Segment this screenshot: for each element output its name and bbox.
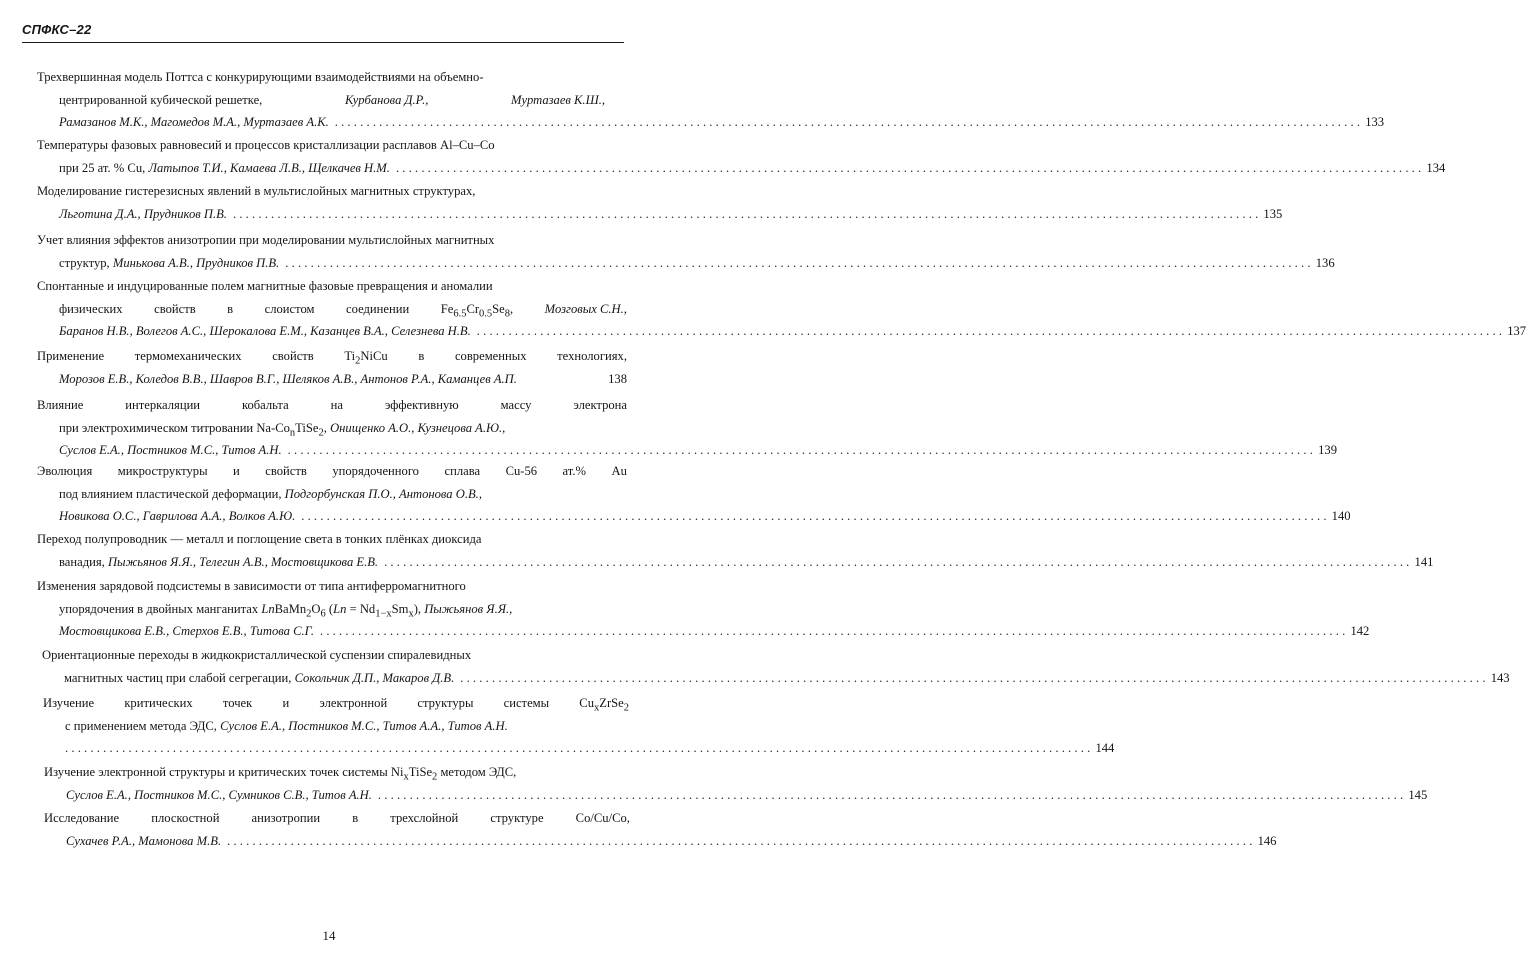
entry-title: современных [454,349,527,363]
entry-title: трехслойной [390,811,459,825]
entry-title: ванадия, [59,554,105,569]
entry-title: Применение [37,349,105,363]
entry-title: Изучение электронной структуры и критических точек системы [44,765,388,779]
formula [59,417,327,440]
entry-authors-line [42,667,1510,690]
entry-title: Ориентационные переходы в жидкокристаллической суспензии спиралевидных [42,648,472,662]
entry-title: термомеханических [134,349,242,363]
entry-title: соединении [346,301,410,316]
entry-title: упорядочения в двойных манганитах [59,601,259,616]
entry-page-number: 146 [1257,833,1277,848]
entry-page-number: 137 [1507,324,1526,338]
toc-entry [37,528,1434,573]
entry-authors: Муртазаев К.Ш., [511,92,605,107]
entry-title: массу [500,398,532,412]
entry-title-line [43,692,629,715]
entry-title: структуре [490,811,544,825]
entry-title-line [37,394,627,417]
formula [579,692,629,715]
entry-title: структур, [59,255,110,270]
journal-title: СПФКС–22 [22,22,92,37]
entry-authors: Мостовщикова Е.В., Стерхов Е.В., Титова С.Г. [59,624,314,638]
entry-page-number: 136 [1315,255,1335,270]
entry-authors: Онищенко А.О., Кузнецова А.Ю., [330,420,506,435]
entry-title-line [37,229,627,252]
dot-leader: .................................................................................................................................................................. [395,160,1425,175]
entry-authors-line [37,157,1446,180]
entry-authors-line [44,784,1428,807]
dot-leader: .................................................................................................................................................................. [460,670,1489,685]
formula-part: TiSe [295,420,319,435]
entry-page-number: 143 [1490,670,1510,685]
formula-subscript: 2 [318,427,324,439]
toc-entry [43,692,1115,760]
entry-title-line [37,598,627,621]
entry-title-line [37,417,627,440]
formula-subscript: x [403,771,409,783]
entry-authors: Подгорбунская П.О., Антонова О.В., [284,486,482,501]
toc-entry [37,345,627,390]
dot-leader: .................................................................................................................................................................. [301,509,1330,523]
entry-title: методом ЭДС, [440,765,517,779]
dot-leader: .................................................................................................................................................................. [65,741,1094,755]
entry-title: и [233,464,240,478]
formula [344,345,387,368]
entry-title: Co/Cu/Co, [575,811,630,825]
entry-authors: Морозов Е.В., Коледов В.В., Шавров В.Г., Шеляков А.В., Антонов Р.А., Каманцев А.П. [59,371,517,386]
formula-subscript: 2 [306,608,312,620]
entry-title-line [37,575,627,598]
entry-page-number: 133 [1365,115,1385,129]
entry-page-number: 138 [608,371,627,386]
formula-part: ZrSe [599,696,624,710]
entry-title: с применением метода ЭДС, [65,718,217,733]
entry-page-number: 140 [1331,509,1351,523]
formula-part: Ni [390,765,404,779]
entry-page-number: 145 [1408,787,1428,802]
formula-subscript: 6.5 [453,308,467,320]
entry-title: технологиях, [557,349,627,363]
entry-title: Трехвершинная модель Поттса с конкурирующими взаимодействиями на объемно- [37,70,484,84]
entry-title: Cu-56 [505,464,538,478]
formula-part: NiCu [360,349,388,363]
entry-title: критических [124,696,193,710]
formula-part: , [510,301,514,316]
entry-title: Переход полупроводник — металл и поглощение света в тонких плёнках диоксида [37,532,482,546]
formula-part: Cu [579,696,594,710]
toc-entry [37,134,1446,179]
entry-page-number: 135 [1263,206,1283,221]
dot-leader: .................................................................................................................................................................. [232,206,1262,221]
dot-leader: .................................................................................................................................................................. [285,255,1314,270]
entry-authors-line [37,320,1526,343]
entry-authors-line [37,620,1370,643]
formula [391,761,437,784]
entry-authors: Суслов Е.А., Постников М.С., Сумников С.В., Титов А.Н. [66,787,372,802]
dot-leader: .................................................................................................................................................................. [287,443,1317,457]
entry-authors: Минькова А.В., Прудников П.В. [112,255,280,270]
formula-subscript: 8 [504,308,510,320]
entry-title: упорядоченного [332,464,419,478]
entry-title: Влияние [37,398,84,412]
entry-title-line [37,345,627,368]
entry-authors: Рамазанов М.К., Магомедов М.А., Муртазаев А.К. [59,115,329,129]
entry-title-line [37,275,627,298]
entry-title: в [352,811,359,825]
entry-title-line [44,761,630,784]
toc-entry [37,275,1526,343]
entry-authors-line [37,203,1283,226]
entry-authors: Льготина Д.А., Прудников П.В. [59,206,227,221]
toc-entry [37,66,1385,134]
entry-authors: Пыжьянов Я.Я., [424,601,513,616]
entry-authors: Латыпов Т.И., Камаева Л.В., Щелкачев Н.М. [148,160,390,175]
toc-entry [37,180,1283,225]
entry-title-line [37,66,605,89]
page-number: 14 [322,928,336,943]
entry-authors-line [43,737,1115,760]
entry-title: и [282,696,290,710]
entry-authors: Мозговых С.Н., [544,301,627,316]
formula-part: BaMn [274,601,307,616]
formula [261,598,421,621]
entry-authors: Суслов Е.А., Постников М.С., Титов А.Н. [59,443,282,457]
entry-title: электронной [319,696,388,710]
formula-part: Sm [391,601,409,616]
entry-title: в [227,301,234,316]
formula-subscript: n [289,427,296,439]
formula-subscript: 2 [432,771,438,783]
entry-title: сплава [444,464,481,478]
entry-authors: Баранов Н.В., Волегов А.С., Шерокалова Е.М., Казанцев В.А., Селезнева Н.В. [59,324,471,338]
entry-authors-line [37,252,1335,275]
formula-subscript: 0.5 [479,308,493,320]
entry-title-line [37,483,627,506]
toc-entry [37,229,1335,274]
entry-title: Температуры фазовых равновесий и процессов кристаллизации расплавов Al–Cu–Co [37,138,495,152]
entry-page-number: 142 [1350,624,1370,638]
entry-title-line [37,460,627,483]
entry-title: при 25 ат. % Cu, [59,160,146,175]
entry-title: плоскостной [151,811,220,825]
entry-page-number: 134 [1426,160,1446,175]
dot-leader: .................................................................................................................................................................. [384,554,1413,569]
entry-title: свойств [265,464,307,478]
entry-title-line [37,528,627,551]
dot-leader: .................................................................................................................................................................. [334,115,1364,129]
entry-authors-line [37,439,1337,462]
formula-subscript: 2 [623,702,629,714]
entry-title-line [37,298,627,321]
entry-title: Учет влияния эффектов анизотропии при моделировании мультислойных магнитных [37,233,495,247]
formula-part: Ln [333,601,347,616]
entry-title-line [44,807,630,830]
toc-entry [44,807,1277,852]
formula-subscript: 1−x [375,608,392,620]
entry-authors: Сухачев Р.А., Мамонова М.В. [66,833,222,848]
entry-title: физических [59,301,123,316]
entry-authors-line [44,830,1277,853]
formula-part: при электрохимическом титровании Na-Co [59,420,290,435]
formula-part: ), [413,601,422,616]
entry-title-line [37,134,627,157]
entry-title: Моделирование гистерезисных явлений в мультислойных магнитных структурах, [37,184,476,198]
formula-part: Se [492,301,505,316]
entry-title: Спонтанные и индуцированные полем магнитные фазовые превращения и аномалии [37,279,493,293]
entry-authors: Сокольчик Д.П., Макаров Д.В. [294,670,455,685]
formula-part: Ln [261,601,275,616]
entry-title-line [42,644,628,667]
entry-title: микроструктуры [117,464,208,478]
entry-title: под влиянием пластической деформации, [59,486,282,501]
formula-part: , [323,420,327,435]
entry-title: точек [222,696,253,710]
dot-leader: .................................................................................................................................................................. [377,787,1407,802]
entry-authors-line [37,368,627,391]
entry-title: системы [503,696,550,710]
entry-title: слоистом [264,301,315,316]
entry-title: кобальта [242,398,289,412]
formula-subscript: 6 [320,608,326,620]
entry-title: магнитных частиц при слабой сегрегации, [64,670,292,685]
entry-title-line [37,89,605,112]
entry-authors: Суслов Е.А., Постников М.С., Титов А.А., Титов А.Н. [220,718,508,733]
entry-title: Au [611,464,627,478]
toc-entry [42,644,1510,689]
entry-page-number: 144 [1095,741,1115,755]
entry-page-number: 139 [1318,443,1337,457]
entry-title-line [43,715,629,738]
formula [441,298,513,321]
dot-leader: .................................................................................................................................................................. [319,624,1349,638]
entry-title: анизотропии [251,811,321,825]
entry-title-line [37,180,627,203]
entry-title: Эволюция [37,464,93,478]
dot-leader: .................................................................................................................................................................. [227,833,1256,848]
formula-part: = Nd [346,601,376,616]
entry-title: свойств [154,301,196,316]
dot-leader: .................................................................................................................................................................. [476,324,1506,338]
entry-title: центрированной кубической решетке, [59,92,263,107]
formula-subscript: 2 [355,355,361,367]
entry-title: Исследование [44,811,120,825]
entry-authors-line [37,551,1434,574]
toc-entry [37,460,1351,528]
formula-subscript: x [408,608,414,620]
formula-part: TiSe [408,765,433,779]
toc-entry [44,761,1428,806]
entry-title: эффективную [384,398,459,412]
formula-part: Ti [344,349,356,363]
toc-entry [37,575,1370,643]
entry-title: на [330,398,343,412]
formula-part: Fe [440,301,454,316]
entry-authors-line [37,505,1351,528]
formula-subscript: x [594,702,600,714]
entry-authors: Новикова О.С., Гаврилова А.А., Волков А.Ю. [59,509,296,523]
entry-authors: Курбанова Д.Р., [344,92,429,107]
entry-authors-line [37,111,1385,134]
entry-authors: Пыжьянов Я.Я., Телегин А.В., Мостовщикова Е.В. [107,554,379,569]
entry-title: в [418,349,425,363]
formula-part: Cr [466,301,480,316]
entry-title: Изменения зарядовой подсистемы в зависимости от типа антиферромагнитного [37,579,466,593]
entry-title: электрона [573,398,627,412]
entry-title: ат.% [562,464,587,478]
entry-title: свойств [272,349,314,363]
toc-entry [37,394,1337,462]
entry-title: структуры [417,696,474,710]
entry-title: интеркаляции [125,398,201,412]
entry-title: Изучение [43,696,95,710]
formula-part: ( [328,601,334,616]
formula-part: O [311,601,321,616]
entry-page-number: 141 [1414,554,1434,569]
